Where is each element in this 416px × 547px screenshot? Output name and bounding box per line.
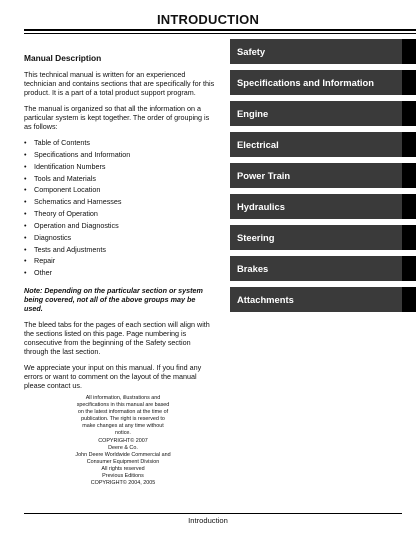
copyright-line: Deere & Co. [108,444,138,451]
tab-power-train[interactable]: Power Train [230,163,416,188]
tab-hydraulics[interactable]: Hydraulics [230,194,416,219]
copyright-line: make changes at any time without [82,423,164,430]
list-item: • Other [24,268,216,280]
grouping-list [24,138,216,280]
tab-safety[interactable]: Safety [230,39,416,64]
copyright-notice [58,395,188,487]
section-tabs [230,39,416,318]
title-rule [24,29,416,31]
copyright-line: COPYRIGHT© 2007 [98,437,148,444]
list-item: • Schematics and Harnesses [24,197,216,209]
copyright-line: John Deere Worldwide Commercial and [75,451,171,458]
tab-engine[interactable]: Engine [230,101,416,126]
list-item: • Diagnostics [24,233,216,245]
manual-description-column [24,54,216,397]
list-item: • Theory of Operation [24,209,216,221]
page-title: INTRODUCTION [156,12,260,27]
list-item: • Repair [24,256,216,268]
tab-brakes[interactable]: Brakes [230,256,416,281]
copyright-line: COPYRIGHT© 2004, 2005 [90,480,156,487]
tab-steering[interactable]: Steering [230,225,416,250]
section-heading: Manual Description [24,53,102,63]
list-item: • Operation and Diagnostics [24,221,216,233]
copyright-line: on the latest information at the time of [77,409,169,416]
footer-rule [24,513,402,514]
copyright-line: specifications in this manual are based [76,402,170,409]
bleed-tabs-paragraph: The bleed tabs for the pages of each section will align with the sections listed on this page. Page numbering is consecutive from the beginning of the Safety section through the last section. [24,320,210,357]
copyright-line: Consumer Equipment Division [86,458,160,465]
tab-attachments[interactable]: Attachments [230,287,416,312]
copyright-line: publication. The right is reserved to [81,416,165,423]
note-paragraph: Note: Depending on the particular section or system being covered, not all of the above groups may be used. [24,286,203,314]
copyright-line: All rights reserved [101,465,145,472]
intro-paragraph: This technical manual is written for an experienced technician and contains sections that are specifically for this product. It is a part of a total product support program. [24,70,215,97]
copyright-line: All information, illustrations and [85,395,161,401]
list-item: • Table of Contents [24,138,216,150]
tab-electrical[interactable]: Electrical [230,132,416,157]
organization-paragraph: The manual is organized so that all the information on a particular system is kept together. The order of grouping is as follows: [24,104,210,131]
list-item: • Component Location [24,185,216,197]
copyright-line: Previous Editions [102,473,144,480]
tab-specifications-and-information[interactable]: Specifications and Information [230,70,416,95]
list-item: • Tools and Materials [24,174,216,186]
list-item: • Tests and Adjustments [24,245,216,257]
feedback-paragraph: We appreciate your input on this manual. If you find any errors or want to comment on the layout of the manual please contact us. [24,363,202,391]
list-item: • Identification Numbers [24,162,216,174]
copyright-line: notice. [115,430,131,437]
list-item: • Specifications and Information [24,150,216,162]
page-footer: Introduction [188,516,228,525]
title-rule-thin [24,33,416,34]
